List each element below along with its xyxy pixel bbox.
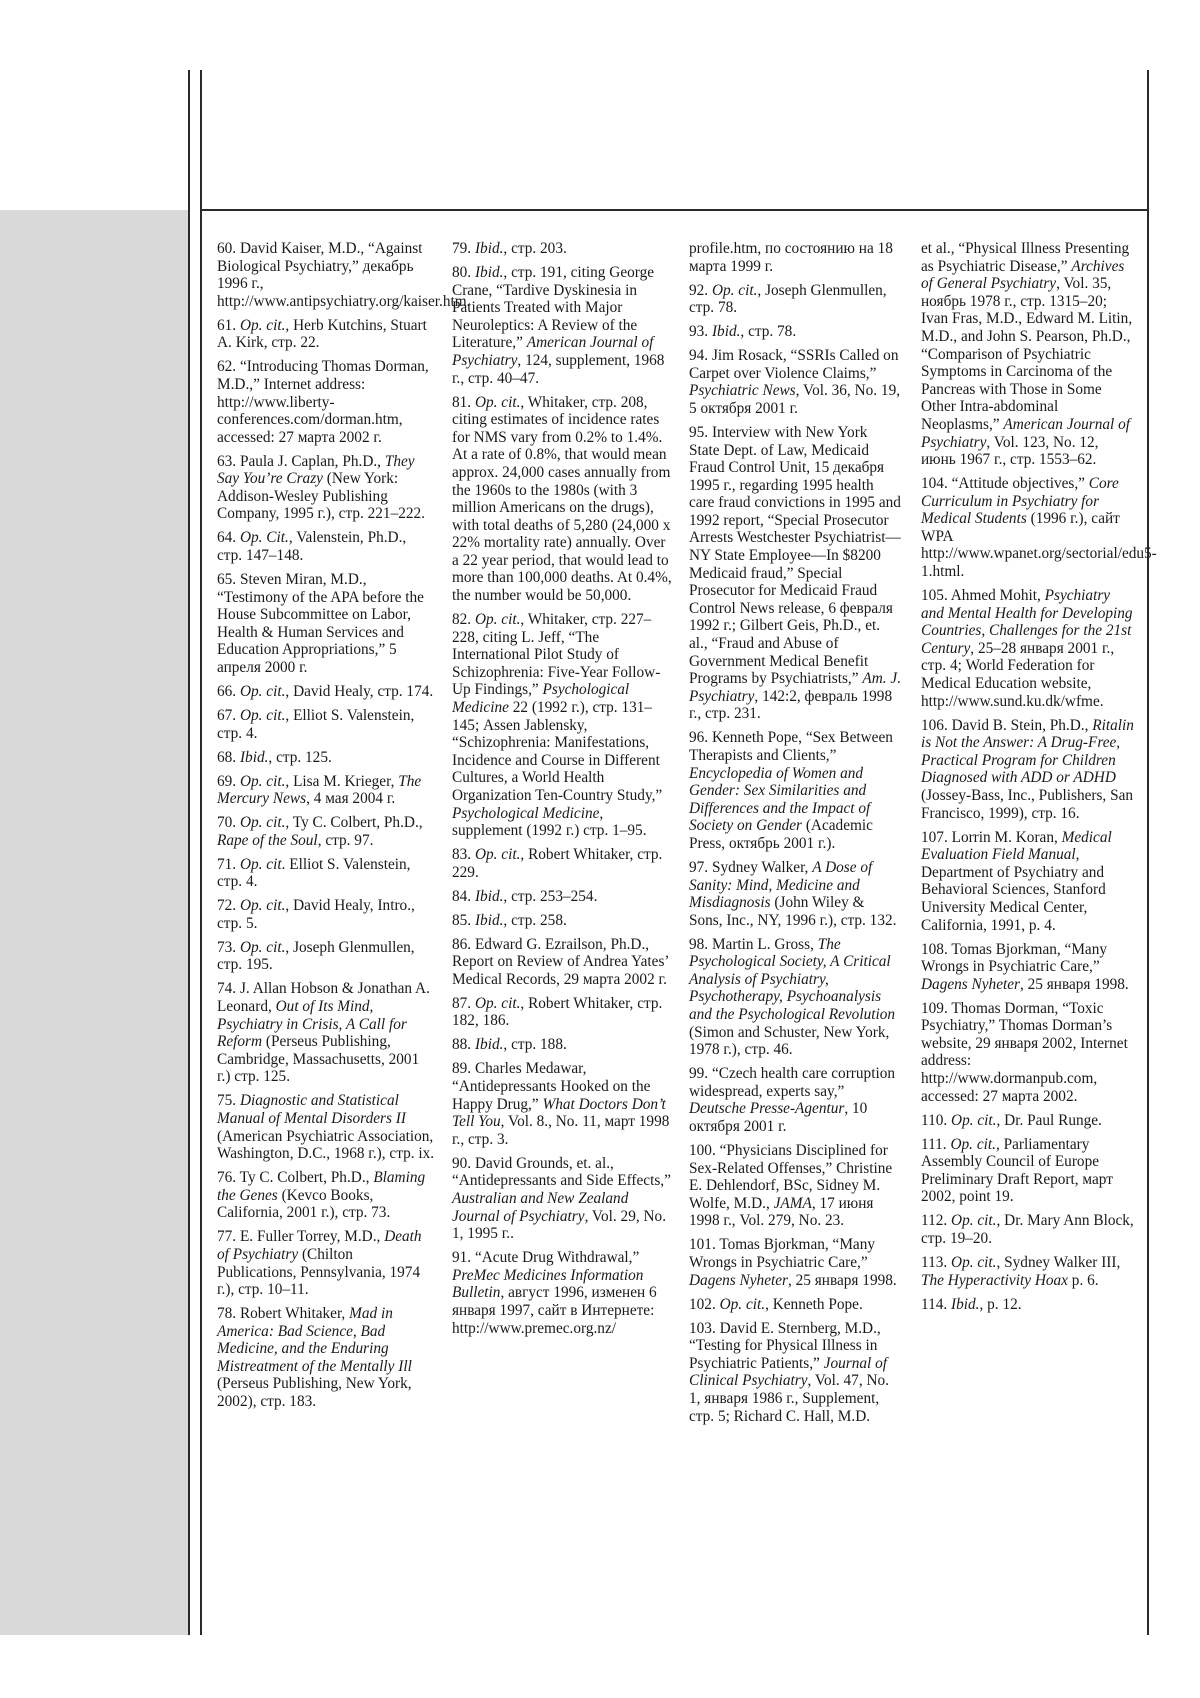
- reference-italic-text: Rape of the Soul: [217, 831, 318, 849]
- reference-entry: [921, 1112, 1136, 1130]
- reference-italic-text: Ibid.: [474, 1036, 504, 1054]
- reference-text: , Vol. 36, No. 19, 5 октября 2001 г.: [689, 382, 901, 417]
- reference-italic-text: Dagens Nyheter: [689, 1271, 788, 1289]
- reference-text: (Perseus Publishing, New York, 2002), стр. 183.: [217, 1375, 412, 1411]
- reference-text: 114.: [921, 1295, 952, 1313]
- reference-italic-text: Op. cit.: [239, 938, 286, 956]
- reference-italic-text: Op. cit.: [239, 897, 286, 915]
- reference-italic-text: Op. cit.: [950, 1135, 996, 1153]
- reference-entry: [452, 912, 672, 930]
- reference-entry: [217, 683, 435, 701]
- reference-entry: [217, 529, 435, 564]
- reference-italic-text: Journal of Clinical Psychiatry: [689, 1354, 887, 1390]
- reference-text: 91. “Acute Drug Withdrawal,”: [452, 1249, 640, 1267]
- reference-entry: [689, 729, 901, 852]
- reference-italic-text: American Journal of Psychiatry: [452, 334, 654, 369]
- reference-entry: [217, 1228, 435, 1298]
- reference-text: 104. “Attitude objectives,”: [921, 475, 1089, 493]
- reference-text: (American Psychiatric Association, Washington, D.C., 1968 г.), стр. ix.: [217, 1127, 435, 1163]
- reference-entry: [217, 571, 435, 677]
- reference-text: 60. David Kaiser, M.D., “Against Biological Psychiatry,” декабрь 1996 г., http://www.antipsychiatry.org/kaiser.htm.: [217, 240, 471, 310]
- reference-text: , 4 мая 2004 г.: [306, 790, 396, 808]
- reference-text: 82.: [452, 611, 475, 629]
- reference-text: , 25 января 1998.: [1019, 975, 1129, 993]
- reference-italic-text: Op. cit.: [719, 1295, 766, 1313]
- reference-italic-text: The Mercury News: [217, 772, 422, 808]
- reference-text: 22 (1992 г.), стр. 131–145; Assen Jablensky, “Schizophrenia: Manifestations, Incidence and Course in Different Cultures, a World Health Organization Ten-Country Study,”: [452, 699, 663, 804]
- reference-entry: [217, 814, 435, 849]
- reference-text: , Vol. 35, ноябрь 1978 г., стр. 1315–20; Ivan Fras, M.D., Edward M. Litin, M.D., and John S. Pearson, Ph.D., “Comparison of Psychiatric Symptoms in Carcinoma of the Pancreas with Those in Some Other Intra-abdominal Neoplasms,”: [921, 275, 1133, 433]
- reference-text: 83.: [452, 846, 475, 864]
- reference-text: 77. E. Fuller Torrey, M.D.,: [217, 1228, 385, 1246]
- reference-text: , Kenneth Pope.: [765, 1295, 863, 1313]
- reference-entry: [452, 611, 672, 840]
- reference-entry: [217, 317, 435, 352]
- reference-entry: [921, 1212, 1136, 1247]
- reference-entry: [689, 859, 901, 929]
- reference-text: , p. 12.: [979, 1295, 1022, 1313]
- reference-text: 72.: [217, 897, 240, 915]
- reference-text: 87.: [452, 994, 475, 1012]
- reference-text: , Dr. Mary Ann Block, стр. 19–20.: [921, 1212, 1134, 1247]
- reference-text: 95. Interview with New York State Dept. of Law, Medicaid Fraud Control Unit, 15 декабря 1995 г., regarding 1995 health care fraud convictions in 1995 and 1992 report, “Special Prosecutor Arrests Westchester Psychiatrist—NY State Employee—In $8200 Medicaid fraud,” Special Prosecutor for Medicaid Fraud Control News release, 6 февраля 1992 г.; Gilbert Geis, Ph.D., et. al., “Fraud and Abuse of Government Medical Benefit Programs by Psychiatrists,”: [689, 423, 901, 688]
- reference-italic-text: Blaming the Genes: [217, 1169, 426, 1204]
- reference-entry: [217, 1169, 435, 1222]
- reference-text: 108. Tomas Bjorkman, “Many Wrongs in Psychiatric Care,”: [921, 940, 1108, 976]
- reference-italic-text: Encyclopedia of Women and Gender: Sex Similarities and Differences and the Impact of Society on Gender: [689, 764, 871, 835]
- reference-entry: [689, 936, 901, 1059]
- reference-entry: [921, 829, 1136, 935]
- reference-text: 102.: [689, 1295, 720, 1313]
- reference-text: 65. Steven Miran, M.D., “Testimony of the APA before the House Subcommittee on Labor, Health & Human Services and Education Appropriations,” 5 апреля 2000 г.: [217, 571, 424, 677]
- reference-text: , стр. 97.: [317, 831, 374, 849]
- references-column-4: [921, 240, 1157, 1320]
- reference-entry: [217, 1305, 435, 1411]
- reference-text: et al., “Physical Illness Presenting as Psychiatric Disease,”: [921, 240, 1130, 275]
- reference-entry: [921, 587, 1136, 710]
- reference-italic-text: Dagens Nyheter: [921, 975, 1020, 993]
- reference-text: 112.: [921, 1212, 952, 1230]
- reference-italic-text: Deutsche Presse-Agentur: [689, 1100, 845, 1118]
- reference-entry: [452, 995, 672, 1030]
- reference-italic-text: Diagnostic and Statistical Manual of Mental Disorders II: [217, 1092, 406, 1127]
- reference-italic-text: Ritalin is Not the Answer: A Drug-Free, Practical Program for Children Diagnosed with ADD or ADHD: [921, 716, 1134, 787]
- reference-text: , стр. 258.: [503, 911, 567, 929]
- reference-italic-text: Op. cit.: [474, 393, 521, 411]
- reference-text: , Parliamentary Assembly Council of Europe Preliminary Draft Report, март 2002, point 19.: [921, 1135, 1113, 1206]
- reference-text: (Academic Press, октябрь 2001 г.).: [689, 817, 873, 852]
- reference-text: 68.: [217, 748, 240, 766]
- reference-italic-text: American Journal of Psychiatry: [921, 415, 1131, 451]
- reference-entry: [689, 1142, 901, 1230]
- reference-text: 94. Jim Rosack, “SSRIs Called on Carpet over Violence Claims,”: [689, 347, 899, 382]
- reference-entry: [452, 846, 672, 881]
- reference-text: , Vol. 29, No. 1, 1995 г..: [452, 1207, 667, 1243]
- reference-text: 80.: [452, 263, 475, 281]
- reference-text: , Vol. 47, No. 1, января 1986 г., Supplement, стр. 5; Richard C. Hall, M.D.: [689, 1372, 889, 1425]
- reference-text: , 10 октября 2001 г.: [689, 1100, 868, 1136]
- reference-text: 89. Charles Medawar, “Antidepressants Hooked on the Happy Drug,”: [452, 1060, 651, 1113]
- reference-text: , Herb Kutchins, Stuart A. Kirk, стр. 22.: [217, 316, 427, 352]
- header-rule: [202, 209, 1148, 211]
- reference-entry: [689, 347, 901, 417]
- reference-text: , стр. 203.: [503, 240, 567, 257]
- reference-text: 101. Tomas Bjorkman, “Many Wrongs in Psychiatric Care,”: [689, 1236, 876, 1271]
- reference-italic-text: Op. cit: [239, 855, 282, 873]
- reference-text: , стр. 78.: [740, 323, 797, 341]
- reference-entry: [452, 1155, 672, 1243]
- reference-italic-text: Op. cit.: [239, 683, 286, 700]
- reference-italic-text: Am. J. Psychiatry: [689, 670, 902, 705]
- reference-italic-text: Ibid.: [474, 911, 504, 929]
- reference-italic-text: Ibid.: [474, 263, 504, 281]
- reference-text: p. 6.: [1067, 1271, 1099, 1289]
- reference-text: 61.: [217, 316, 240, 334]
- reference-text: 96. Kenneth Pope, “Sex Between Therapists and Clients,”: [689, 729, 893, 764]
- reference-italic-text: Mad in America: Bad Science, Bad Medicine, and the Enduring Mistreatment of the Mentally Ill: [217, 1305, 412, 1375]
- reference-italic-text: Psychiatric News: [689, 382, 796, 400]
- reference-text: , Joseph Glenmullen, стр. 78.: [689, 281, 887, 317]
- reference-text: 76. Ty C. Colbert, Ph.D.,: [217, 1169, 374, 1187]
- reference-entry: [452, 1249, 672, 1337]
- reference-italic-text: Op. cit.: [474, 846, 521, 864]
- reference-italic-text: Ibid.: [711, 323, 741, 341]
- reference-text: (Perseus Publishing, Cambridge, Massachusetts, 2001 г.) стр. 125.: [217, 1033, 420, 1086]
- reference-text: 97. Sydney Walker,: [689, 858, 813, 876]
- reference-text: 105. Ahmed Mohit,: [921, 587, 1045, 605]
- reference-text: . Elliot S. Valenstein, стр. 4.: [217, 855, 411, 891]
- reference-entry: [217, 358, 435, 446]
- reference-text: 79.: [452, 240, 475, 257]
- reference-text: , 124, supplement, 1968 г., стр. 40–47.: [452, 351, 665, 387]
- reference-entry: [689, 1236, 901, 1289]
- right-rule: [1147, 70, 1149, 1635]
- reference-entry: [217, 939, 435, 974]
- reference-text: 73.: [217, 938, 240, 956]
- reference-italic-text: Medical Evaluation Field Manual: [921, 828, 1112, 864]
- reference-italic-text: Op. cit.: [711, 281, 758, 299]
- reference-text: , Lisa M. Krieger,: [285, 772, 399, 790]
- reference-text: (Simon and Schuster, New York, 1978 г.), стр. 46.: [689, 1023, 890, 1059]
- reference-text: 88.: [452, 1036, 475, 1054]
- reference-entry: [217, 1092, 435, 1162]
- reference-entry: [217, 980, 435, 1086]
- reference-entry: [689, 240, 901, 275]
- reference-italic-text: Op. cit.: [951, 1111, 997, 1129]
- reference-text: , Elliot S. Valenstein, стр. 4.: [217, 706, 415, 742]
- reference-entry: [921, 240, 1136, 469]
- reference-text: (1996 г.), сайт WPA http://www.wpanet.org/sectorial/edu5-1.html.: [921, 510, 1157, 581]
- reference-text: , 25 января 1998.: [787, 1271, 897, 1289]
- reference-entry: [689, 1296, 901, 1314]
- reference-italic-text: Op. cit.: [474, 994, 521, 1012]
- reference-italic-text: Psychological Medicine: [452, 804, 600, 822]
- reference-text: , Department of Psychiatry and Behavioral Sciences, Stanford University Medical Center, California, 1991, p. 4.: [921, 846, 1106, 934]
- reference-text: (Chilton Publications, Pennsylvania, 1974 г.), стр. 10–11.: [217, 1245, 421, 1299]
- reference-entry: [217, 749, 435, 767]
- reference-italic-text: The Psychological Society, A Critical Analysis of Psychiatry, Psychotherapy, Psychoanalysis and the Psychological Revolution: [689, 935, 896, 1024]
- reference-italic-text: The Hyperactivity Hoax: [921, 1271, 1068, 1289]
- reference-text: , стр. 125.: [268, 748, 332, 766]
- reference-text: 92.: [689, 281, 712, 299]
- reference-italic-text: Op. cit.: [239, 706, 286, 724]
- reference-text: 66.: [217, 683, 240, 700]
- reference-italic-text: Core Curriculum in Psychiatry for Medical Students: [921, 475, 1119, 528]
- reference-entry: [452, 1060, 672, 1148]
- reference-text: , Vol. 123, No. 12, июнь 1967 г., стр. 1553–62.: [921, 433, 1099, 469]
- reference-entry: [921, 1000, 1136, 1106]
- reference-text: 75.: [217, 1092, 240, 1110]
- reference-text: , David Healy, стр. 174.: [285, 683, 434, 700]
- reference-italic-text: Op. cit.: [474, 611, 521, 629]
- reference-text: , Dr. Paul Runge.: [996, 1111, 1102, 1129]
- reference-text: 69.: [217, 772, 240, 790]
- reference-text: 109. Thomas Dorman, “Toxic Psychiatry,” Thomas Dorman’s website, 29 января 2002, Internet address: http://www.dormanpub.com, accessed: 27 марта 2002.: [921, 999, 1128, 1105]
- reference-text: (John Wiley & Sons, Inc., NY, 1996 г.), стр. 132.: [689, 894, 897, 929]
- reference-text: 99. “Czech health care corruption widespread, experts say,”: [689, 1065, 895, 1100]
- reference-italic-text: Op. cit.: [239, 814, 286, 832]
- reference-text: 113.: [921, 1253, 952, 1271]
- reference-text: 98. Martin L. Gross,: [689, 935, 818, 953]
- reference-text: 70.: [217, 814, 240, 832]
- reference-entry: [689, 1065, 901, 1135]
- reference-text: 64.: [217, 529, 240, 547]
- reference-text: 100. “Physicians Disciplined for Sex-Related Offenses,” Christine E. Dehlendorf, BSc, Sidney M. Wolfe, M.D.,: [689, 1142, 893, 1212]
- reference-entry: [452, 936, 672, 989]
- reference-italic-text: Ibid.: [474, 240, 504, 257]
- reference-text: , Robert Whitaker, стр. 182, 186.: [452, 994, 663, 1030]
- reference-text: , 17 июня 1998 г., Vol. 279, No. 23.: [689, 1194, 874, 1230]
- reference-entry: [689, 424, 901, 723]
- reference-italic-text: Out of Its Mind, Psychiatry in Crisis, A Call for Reform: [217, 998, 407, 1051]
- reference-entry: [452, 888, 672, 906]
- reference-text: 71.: [217, 855, 240, 873]
- reference-text: , 142:2, февраль 1998 г., стр. 231.: [689, 687, 893, 723]
- reference-text: 111.: [921, 1135, 951, 1153]
- reference-entry: [452, 264, 672, 387]
- reference-text: , август 1996, изменен 6 января 1997, сайт в Интернете: http://www.premec.org.nz/: [452, 1284, 657, 1337]
- reference-text: 62. “Introducing Thomas Dorman, M.D.,” Internet address: http://www.liberty-conferences.com/dorman.htm, accessed: 27 марта 2002 г.: [217, 358, 429, 446]
- references-column-3: [689, 240, 901, 1431]
- reference-italic-text: A Dose of Sanity: Mind, Medicine and Misdiagnosis: [689, 858, 873, 912]
- reference-entry: [921, 941, 1136, 994]
- reference-text: , Whitaker, стр. 227–228, citing L. Jeff, “The International Pilot Study of Schizophrenia: Five-Year Follow-Up Findings,”: [452, 611, 661, 699]
- references-column-2: [452, 240, 672, 1344]
- reference-entry: [689, 1320, 901, 1426]
- reference-italic-text: Op. cit.: [239, 316, 286, 334]
- reference-text: , David Healy, Intro., стр. 5.: [217, 897, 415, 932]
- reference-italic-text: Ibid.: [951, 1295, 980, 1313]
- reference-entry: [921, 1136, 1136, 1206]
- reference-entry: [921, 1296, 1136, 1314]
- margin-panel: [0, 210, 188, 1635]
- reference-italic-text: PreMec Medicines Information Bulletin: [452, 1266, 644, 1302]
- reference-italic-text: Ibid.: [474, 887, 504, 905]
- reference-text: 107. Lorrin M. Koran,: [921, 828, 1062, 846]
- reference-italic-text: Op. Cit.: [239, 529, 289, 547]
- reference-text: 84.: [452, 887, 475, 905]
- reference-italic-text: Psychological Medicine: [452, 681, 630, 717]
- reference-entry: [452, 394, 672, 605]
- reference-text: , Joseph Glenmullen, стр. 195.: [217, 938, 415, 974]
- reference-text: , Ty C. Colbert, Ph.D.,: [285, 814, 423, 832]
- reference-italic-text: They Say You’re Crazy: [217, 452, 415, 488]
- reference-italic-text: Op. cit.: [951, 1212, 997, 1230]
- reference-entry: [921, 475, 1157, 581]
- reference-entry: [452, 1036, 672, 1054]
- reference-text: 103. David E. Sternberg, M.D., “Testing for Physical Illness in Psychiatric Patients,”: [689, 1319, 881, 1372]
- reference-entry: [921, 1254, 1136, 1289]
- reference-italic-text: Australian and New Zealand Journal of Psychiatry: [452, 1189, 629, 1225]
- reference-text: , Valenstein, Ph.D., стр. 147–148.: [217, 529, 407, 565]
- reference-text: , Sydney Walker III,: [996, 1253, 1121, 1271]
- reference-text: 90. David Grounds, et. al., “Antidepressants and Side Effects,”: [452, 1154, 671, 1190]
- reference-text: 63. Paula J. Caplan, Ph.D.,: [217, 452, 385, 470]
- reference-italic-text: Psychiatry and Mental Health for Developing Countries, Challenges for the 21st Century: [921, 587, 1133, 657]
- reference-text: 67.: [217, 706, 240, 724]
- reference-text: , стр. 191, citing George Crane, “Tardive Dyskinesia in Patients Treated with Major Neuroleptics: A Review of the Literature,”: [452, 263, 655, 352]
- reference-entry: [689, 323, 901, 341]
- reference-text: 85.: [452, 911, 475, 929]
- reference-entry: [921, 717, 1136, 823]
- left-rule-outer: [188, 70, 190, 1635]
- reference-text: 106. David B. Stein, Ph.D.,: [921, 716, 1093, 734]
- reference-text: profile.htm, по состоянию на 18 марта 1999 г.: [689, 240, 893, 275]
- reference-italic-text: Archives of General Psychiatry: [921, 257, 1125, 293]
- reference-text: (Kevco Books, California, 2001 г.), стр. 73.: [217, 1186, 391, 1222]
- reference-italic-text: What Doctors Don’t Tell You: [452, 1095, 666, 1131]
- reference-entry: [689, 282, 901, 317]
- reference-text: 110.: [921, 1111, 952, 1129]
- reference-text: (Jossey-Bass, Inc., Publishers, San Francisco, 1999), стр. 16.: [921, 786, 1134, 822]
- reference-text: 74. J. Allan Hobson & Jonathan A. Leonard,: [217, 980, 430, 1016]
- reference-italic-text: Op. cit.: [951, 1253, 997, 1271]
- reference-italic-text: JAMA: [773, 1194, 812, 1212]
- reference-entry: [217, 453, 435, 523]
- reference-entry: [217, 897, 435, 932]
- reference-italic-text: Ibid.: [239, 748, 269, 766]
- reference-text: , стр. 188.: [503, 1036, 567, 1054]
- reference-text: , Robert Whitaker, стр. 229.: [452, 846, 663, 881]
- reference-text: , Whitaker, стр. 208, citing estimates of incidence rates for NMS vary from 0.2% to 1.4%. At a rate of 0.8%, that would mean approx. 24,000 cases annually from the 1960s to the 1980s (with 3 million Americans on the drugs), with total deaths of 5,280 (24,000 x 22% mortality rate) annually. Over a 22 year period, that would lead to more than 100,000 deaths. At 0.4%, the number would be 50,000.: [452, 393, 672, 605]
- reference-italic-text: Op. cit.: [239, 772, 286, 790]
- left-rule-inner: [200, 70, 202, 1635]
- reference-italic-text: Death of Psychiatry: [217, 1228, 422, 1263]
- reference-text: , 25–28 января 2001 г., стр. 4; World Federation for Medical Education website, http://www.sund.ku.dk/wfme.: [921, 639, 1115, 710]
- reference-text: 93.: [689, 323, 712, 341]
- reference-entry: [217, 856, 435, 891]
- reference-text: , стр. 253–254.: [503, 887, 598, 905]
- reference-text: , Vol. 8., No. 11, март 1998 г., стр. 3.: [452, 1113, 670, 1148]
- reference-entry: [452, 240, 672, 258]
- reference-entry: [217, 707, 435, 742]
- reference-text: , supplement (1992 г.) стр. 1–95.: [452, 804, 647, 840]
- reference-text: 78. Robert Whitaker,: [217, 1305, 350, 1323]
- reference-entry: [217, 773, 435, 808]
- reference-text: (New York: Addison-Wesley Publishing Company, 1995 г.), стр. 221–222.: [217, 470, 425, 523]
- reference-text: 86. Edward G. Ezrailson, Ph.D., Report on Review of Andrea Yates’ Medical Records, 29 марта 2002 г.: [452, 935, 669, 988]
- reference-text: 81.: [452, 393, 475, 411]
